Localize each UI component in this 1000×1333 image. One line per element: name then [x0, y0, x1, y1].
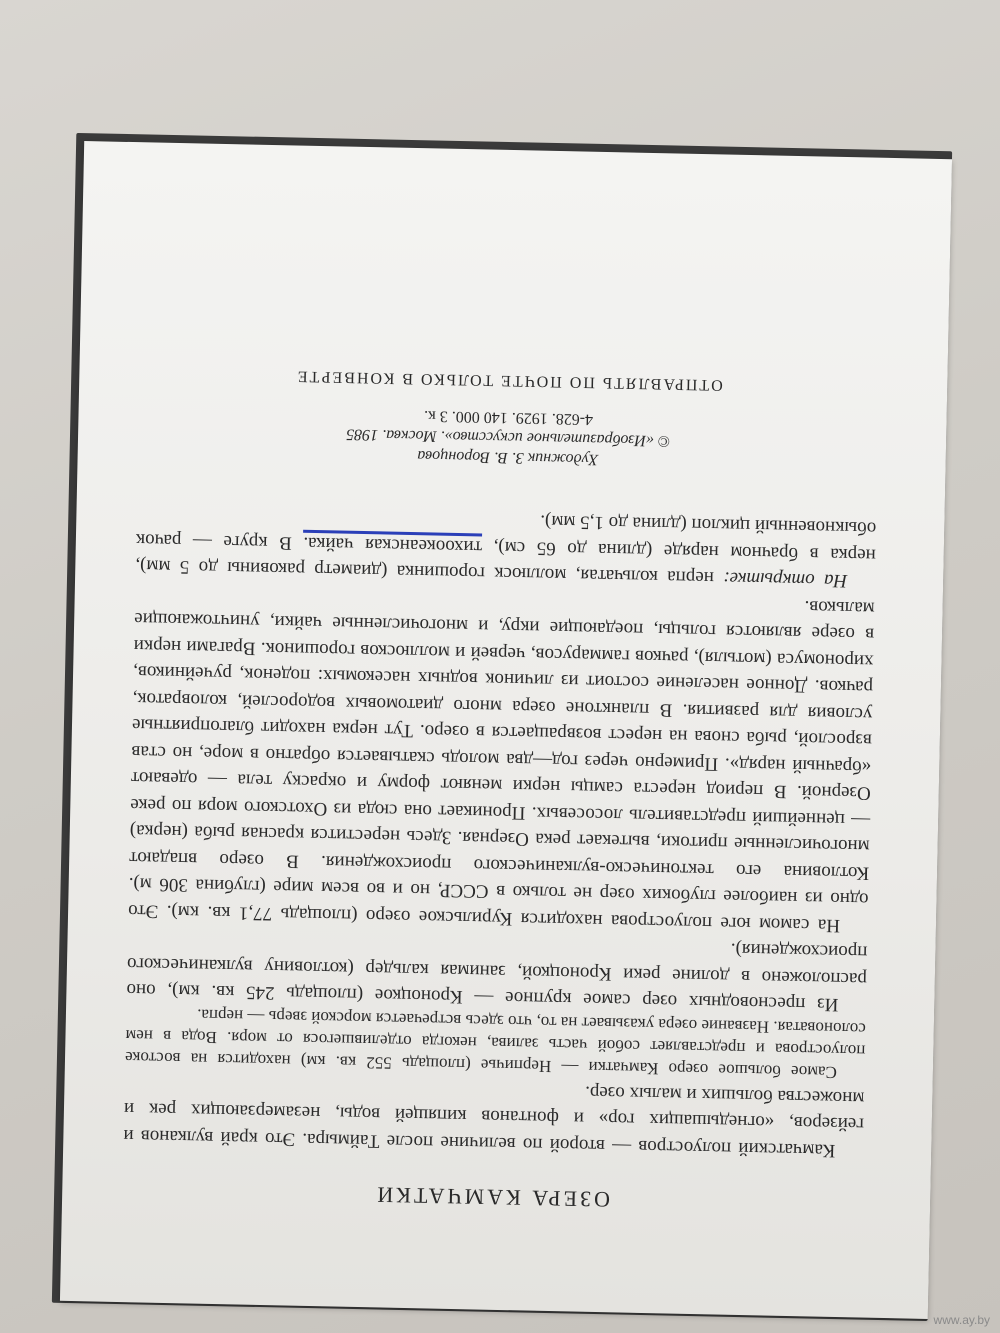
caption-text-part2: В круге — рачок обыкновенный циклоп (длина до 1,5 мм). — [135, 511, 877, 554]
artist-credit: Художник З. В. Воронцова — [417, 447, 599, 468]
paragraph-kronotskoye: Из пресноводных озер самое крупное — Кроноцкое (площадь 245 кв. км), оно расположено в долине реки Кроноцкой, занимая кальдер (котловину вулканического происхождения). — [126, 939, 868, 1016]
paragraph-kurilskoye: На самом юге полуострова находится Курильское озеро (площадь 77,1 кв. км). Это одно из наиболее глубоких озер не только в СССР, но и во всем мире (глубина 306 м). Котловина его тектоническо-вулканического происхождения. В озеро впадают многочисленные притоки, вытекает река Озерная. Здесь нерестится красная рыба (нерка) — ценнейший представитель лососевых. Проникает она сюда из Охотского моря по реке Озерной. В период нереста самцы нерки меняют форму и окраску тела — одевают «брачный наряд». Примерно через год—два молодь скатывается обратно в море, но став взрослой, рыба снова на нерест возвращается в озеро. Тут нерка находит благоприятные условия для развития. В планктоне озера много диатомовых водорослей, коловраток, рачков. Донное население состоит из личинок водных насекомых: поденок, ручейников, хирономуса (мотыля), рачков гаммарусов, червей и моллюсков горошинок. Врагами нерки в озере являются гольцы, поедающие икру, и многочисленные чайки, уничтожающие мальков. — [127, 596, 875, 937]
watermark: www.ay.by — [933, 1313, 990, 1327]
caption-highlighted-text: тихоокеанская чайка. — [303, 530, 482, 558]
credits-block — [138, 399, 879, 474]
copyright-line: © «Изобразительное искусство». Москва. 1985 — [345, 425, 671, 450]
paragraph-intro: Камчатский полуостров — второй по величине после Таймыра. Это край вулканов и гейзеров, «огнедышащих гор» и фонтанов кипящей воды, незамерзающих рек и множества больших и малых озер. — [123, 1081, 865, 1161]
caption-paragraph — [135, 499, 877, 594]
print-info: 4-628. 1929. 140 000. 3 к. — [423, 407, 594, 428]
mail-instruction: ОТПРАВЛЯТЬ ПО ПОЧТЕ ТОЛЬКО В КОНВЕРТЕ — [295, 367, 723, 394]
postcard-text-block — [122, 242, 882, 1217]
postcard-back — [60, 141, 952, 1319]
caption-lead: На открытке: — [723, 568, 848, 592]
caption-text-part1: нерпа кольчатая, моллюск горошинка (диаметр раковины до 5 мм), нерка в брачном наряде (длина до 65 см), — [135, 536, 876, 589]
card-title: ОЗЕРА КАМЧАТКИ — [374, 1182, 611, 1213]
paragraph-nerpichye: Самое большое озеро Камчатки — Нерпичье (площадь 552 кв. км) находится на востоке полуострова и представляет собой часть залива, некогда отделившегося от моря. Вода в нем солоноватая. Название озера указывает на то, что здесь встречается морской зверь — нерпа. — [124, 1006, 867, 1083]
